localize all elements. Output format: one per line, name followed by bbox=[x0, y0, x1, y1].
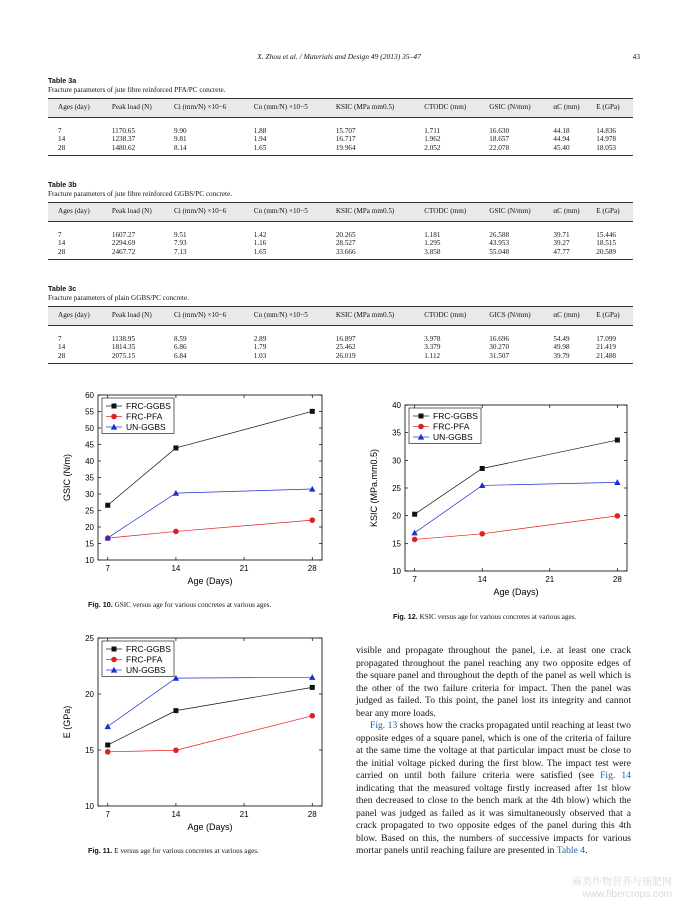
table-label: Table 3c bbox=[48, 284, 77, 293]
legend bbox=[409, 408, 481, 444]
table-cell: 18.053 bbox=[594, 144, 633, 156]
data-point bbox=[310, 409, 315, 414]
column-header: E (GPa) bbox=[594, 99, 633, 118]
paragraph-text: indicating that the measured voltage firstly increased after 1st blow then decreased to close to the bench mark at the 4th blow) which the panel was judged as failed as it was simultaneously observed that a crack propagated to two opposite edges of the panel during this 4th blow. Based on this, the numbers of successive impacts for various mortar panels until reaching failure are presented in bbox=[356, 782, 631, 856]
legend-label: FRC-GGBS bbox=[126, 401, 171, 411]
table-cell: 14 bbox=[58, 343, 66, 352]
table-cell: 20.589 bbox=[594, 248, 633, 260]
table-cell: 1.711 bbox=[424, 127, 441, 135]
table-cell: 3.858 bbox=[422, 248, 487, 260]
data-point bbox=[105, 749, 111, 755]
series-line bbox=[108, 687, 313, 745]
table-cell: 21.419 bbox=[596, 343, 617, 352]
series-line bbox=[415, 482, 618, 532]
table-cell: 8.59 bbox=[173, 335, 187, 343]
column-header: Ages (day) bbox=[48, 307, 110, 326]
series-line bbox=[108, 716, 313, 752]
data-point bbox=[418, 424, 424, 430]
column-header: Peak load (N) bbox=[110, 99, 172, 118]
table-cell: 16.897 bbox=[335, 335, 356, 343]
legend-label: UN-GGBS bbox=[433, 432, 473, 442]
column-header: αC (mm) bbox=[551, 99, 594, 118]
table-cell: 16.717 bbox=[335, 135, 356, 144]
y-tick-label: 25 bbox=[392, 484, 401, 493]
table-cell: 26.019 bbox=[334, 352, 422, 364]
figure-label: Fig. 12. bbox=[393, 612, 418, 621]
paragraph: visible and propagate throughout the panel, i.e. at least one crack propagated throughout the panel reaching any two opposite edges of the square panel and throughout the depth of the panel as well which is the other of the two failure criteria for impact. Then the panel was judged as failed. To this point, the panel lost its integrity and cannot bear any more loads. bbox=[356, 645, 631, 719]
legend-label: FRC-PFA bbox=[433, 421, 470, 432]
data-table bbox=[48, 202, 633, 260]
data-point bbox=[615, 513, 621, 519]
paragraph-text: shows how the cracks propagated until reaching at least two opposite edges of a square panel, which is one of the criteria of failure at the same time the voltage at that particular impact must be close to the initial voltage picked during the first blow. The impact test were carried on until both failure criteria were satisfied (see bbox=[356, 720, 631, 781]
table-cell: 1.295 bbox=[424, 239, 441, 248]
y-tick-label: 35 bbox=[392, 428, 401, 438]
table-cell: 16.630 bbox=[489, 127, 510, 135]
data-point bbox=[105, 743, 110, 748]
table-cell: 7 bbox=[58, 127, 62, 135]
table-cell: 8.14 bbox=[172, 144, 252, 156]
table-cell: 28 bbox=[48, 248, 110, 260]
table-cell: 1.79 bbox=[253, 343, 267, 352]
series-line bbox=[108, 677, 313, 726]
table-cell: 1.962 bbox=[424, 135, 441, 144]
fig10-caption bbox=[88, 600, 271, 609]
data-point bbox=[112, 647, 117, 652]
table-cell: 14 bbox=[58, 135, 66, 144]
table-cell: 16.696 bbox=[489, 335, 510, 343]
legend-label: FRC-PFA bbox=[126, 411, 163, 422]
y-tick-label: 50 bbox=[85, 424, 94, 433]
table-row bbox=[48, 352, 633, 364]
fig12-chart bbox=[355, 393, 635, 608]
legend-label: UN-GGBS bbox=[126, 665, 166, 675]
column-header: KSIC (MPa mm0.5) bbox=[334, 307, 422, 326]
table-cell: 1238.37 bbox=[111, 135, 136, 144]
y-tick-label: 10 bbox=[392, 567, 401, 576]
fig10-chart bbox=[50, 385, 330, 595]
column-header: Peak load (N) bbox=[110, 203, 172, 222]
table-cell: 55.048 bbox=[487, 248, 551, 260]
y-tick-label: 10 bbox=[85, 556, 94, 565]
table-row bbox=[48, 248, 633, 260]
table-3b bbox=[48, 180, 633, 260]
y-tick-label: 30 bbox=[392, 456, 401, 466]
x-tick-label: 28 bbox=[307, 810, 317, 819]
data-point bbox=[173, 529, 179, 535]
watermark-line: www.fibercrops.com bbox=[582, 889, 672, 900]
legend-label: FRC-GGBS bbox=[126, 644, 171, 654]
data-point bbox=[105, 503, 110, 508]
data-table bbox=[48, 306, 633, 364]
caption-text: KSIC versus age for various concretes at various ages. bbox=[419, 613, 577, 621]
x-tick-label: 7 bbox=[105, 810, 110, 819]
y-tick-label: 20 bbox=[392, 511, 401, 521]
data-point bbox=[309, 517, 315, 523]
series-line bbox=[108, 489, 313, 538]
y-tick-label: 20 bbox=[85, 690, 94, 699]
column-header: Ci (mm/N) ×10−6 bbox=[172, 99, 252, 118]
x-tick-label: 14 bbox=[477, 575, 487, 584]
running-title: X. Zhou et al. / Materials and Design 49 (2013) 35–47 bbox=[257, 52, 421, 61]
table-cell: 1480.62 bbox=[110, 144, 172, 156]
table-caption: Fracture parameters of jute fibre reinforced GGBS/PC concrete. bbox=[48, 190, 233, 198]
column-header: E (GPa) bbox=[594, 307, 633, 326]
table-cell: 3.379 bbox=[424, 343, 441, 352]
series-un-ggbs bbox=[105, 674, 316, 729]
table-cell: 2.052 bbox=[422, 144, 487, 156]
data-point bbox=[111, 414, 117, 420]
series-un-ggbs bbox=[105, 486, 316, 541]
table-cell: 15.707 bbox=[335, 127, 356, 135]
table-cell: 17.099 bbox=[596, 335, 617, 343]
data-point bbox=[112, 404, 117, 409]
table-cell: 9.90 bbox=[173, 127, 187, 135]
table-row bbox=[48, 239, 633, 247]
column-header: Cu (mm/N) ×10−5 bbox=[252, 307, 334, 326]
y-tick-label: 55 bbox=[85, 407, 94, 417]
table-cell: 6.86 bbox=[173, 343, 187, 352]
series-frc-ggbs bbox=[412, 438, 620, 517]
table-cell: 7 bbox=[58, 231, 62, 239]
legend-label: UN-GGBS bbox=[126, 422, 166, 432]
y-tick-label: 35 bbox=[85, 473, 94, 483]
y-tick-label: 40 bbox=[392, 401, 401, 410]
table-cell: 30.270 bbox=[489, 343, 510, 352]
table-3a bbox=[48, 76, 633, 156]
table-row bbox=[48, 118, 633, 136]
table-cell: 1.65 bbox=[252, 144, 334, 156]
column-header: Cu (mm/N) ×10−5 bbox=[252, 203, 334, 222]
x-tick-label: 21 bbox=[239, 810, 249, 819]
y-axis-label: KSIC (MPa.mm0.5) bbox=[369, 448, 379, 528]
table-cell: 18.657 bbox=[489, 135, 510, 144]
column-header: GSIC (N/mm) bbox=[487, 203, 551, 222]
table-cell: 1138.95 bbox=[111, 335, 135, 343]
series-line bbox=[415, 516, 618, 540]
data-point bbox=[480, 466, 485, 471]
table-cell: 14.978 bbox=[596, 135, 617, 144]
data-point bbox=[173, 708, 178, 713]
table-cell: 20.265 bbox=[335, 231, 356, 239]
data-point bbox=[173, 747, 179, 753]
column-header: Ci (mm/N) ×10−6 bbox=[172, 203, 252, 222]
column-header: CTODC (mm) bbox=[422, 307, 487, 326]
table-cell: 33.666 bbox=[334, 248, 422, 260]
data-point bbox=[105, 723, 111, 729]
table-cell: 9.81 bbox=[173, 135, 187, 144]
series-line bbox=[415, 440, 618, 514]
table-row bbox=[48, 135, 633, 143]
column-header: Cu (mm/N) ×10−5 bbox=[252, 99, 334, 118]
column-header: Ages (day) bbox=[48, 203, 110, 222]
caption-text: E versus age for various concretes at various ages. bbox=[114, 847, 259, 855]
y-tick-label: 15 bbox=[85, 539, 94, 549]
column-header: αC (mm) bbox=[551, 307, 594, 326]
y-tick-label: 60 bbox=[85, 391, 94, 400]
x-tick-label: 21 bbox=[545, 575, 555, 584]
table-cell: 28 bbox=[48, 144, 110, 156]
series-frc-pfa bbox=[105, 713, 315, 755]
table-cell: 47.77 bbox=[551, 248, 594, 260]
x-axis-label: Age (Days) bbox=[187, 822, 233, 832]
watermark-line: 麻类作物营养与施肥网 bbox=[572, 877, 672, 888]
table-cell: 2.89 bbox=[253, 335, 267, 343]
y-tick-label: 15 bbox=[392, 539, 401, 549]
column-header: GSIC (N/mm) bbox=[487, 99, 551, 118]
series-frc-ggbs bbox=[105, 685, 315, 748]
table-cell: 14 bbox=[58, 239, 66, 248]
data-point bbox=[615, 438, 620, 443]
table-cell: 1.42 bbox=[253, 231, 267, 239]
table-label: Table 3a bbox=[48, 76, 77, 85]
y-tick-label: 20 bbox=[85, 523, 94, 532]
series-line bbox=[108, 520, 313, 538]
figure-label: Fig. 11. bbox=[88, 846, 113, 855]
data-point bbox=[411, 530, 417, 536]
caption-text: GSIC versus age for various concretes at various ages. bbox=[114, 601, 272, 609]
paragraph-text: . bbox=[585, 845, 588, 856]
table-cell: 6.84 bbox=[172, 352, 252, 364]
table-row bbox=[48, 343, 633, 351]
table-cell: 1.03 bbox=[252, 352, 334, 364]
table-cell: 9.51 bbox=[173, 231, 187, 239]
paragraph bbox=[356, 720, 631, 858]
table-cell: 1607.27 bbox=[111, 231, 136, 239]
table-cell: 28 bbox=[48, 352, 110, 364]
table-link[interactable]: Table 4 bbox=[556, 845, 586, 856]
column-header: E (GPa) bbox=[594, 203, 633, 222]
table-3c bbox=[48, 284, 633, 364]
table-cell: 54.49 bbox=[553, 335, 570, 343]
column-header: CTODC (mm) bbox=[422, 99, 487, 118]
x-tick-label: 7 bbox=[412, 575, 417, 584]
y-tick-label: 10 bbox=[85, 802, 94, 811]
table-row bbox=[48, 222, 633, 240]
column-header: Peak load (N) bbox=[110, 307, 172, 326]
data-point bbox=[309, 486, 315, 492]
y-tick-label: 25 bbox=[85, 506, 94, 516]
series-frc-pfa bbox=[412, 513, 620, 542]
x-axis-label: Age (Days) bbox=[187, 576, 233, 586]
table-cell: 1.16 bbox=[253, 239, 267, 248]
x-tick-label: 7 bbox=[105, 564, 110, 573]
table-cell: 21.488 bbox=[594, 352, 633, 364]
table-cell: 1170.65 bbox=[111, 127, 135, 135]
table-cell: 39.27 bbox=[553, 239, 570, 248]
y-tick-label: 25 bbox=[85, 634, 94, 643]
table-cell: 44.94 bbox=[553, 135, 570, 144]
fig11-caption bbox=[88, 846, 259, 855]
table-row bbox=[48, 144, 633, 156]
x-tick-label: 28 bbox=[612, 575, 622, 584]
table-cell: 3.978 bbox=[424, 335, 441, 343]
table-cell: 28.527 bbox=[335, 239, 356, 248]
table-cell: 14.836 bbox=[596, 127, 617, 135]
table-cell: 15.446 bbox=[596, 231, 617, 239]
series-un-ggbs bbox=[411, 479, 620, 535]
column-header: KSIC (MPa mm0.5) bbox=[334, 203, 422, 222]
data-table bbox=[48, 98, 633, 156]
table-label: Table 3b bbox=[48, 180, 77, 189]
table-cell: 31.507 bbox=[487, 352, 551, 364]
column-header: Ci (mm/N) ×10−6 bbox=[172, 307, 252, 326]
data-point bbox=[309, 713, 315, 719]
y-tick-label: 45 bbox=[85, 440, 94, 450]
data-point bbox=[412, 537, 418, 543]
data-point bbox=[412, 512, 417, 517]
table-cell: 2075.15 bbox=[110, 352, 172, 364]
page-number: 43 bbox=[632, 52, 640, 61]
series-frc-pfa bbox=[105, 517, 315, 541]
y-axis-label: GSIC (N/m) bbox=[62, 454, 72, 501]
fig11-chart bbox=[50, 630, 330, 840]
table-cell: 7.93 bbox=[173, 239, 187, 248]
table-row bbox=[48, 326, 633, 344]
table-cell: 7.13 bbox=[172, 248, 252, 260]
data-point bbox=[614, 479, 620, 485]
table-cell: 7 bbox=[58, 335, 62, 343]
body-text bbox=[356, 645, 631, 858]
table-cell: 2294.69 bbox=[111, 239, 136, 248]
figure-link[interactable]: Fig. 14 bbox=[600, 770, 631, 781]
data-point bbox=[419, 414, 424, 419]
figure-link[interactable]: Fig. 13 bbox=[370, 720, 398, 731]
table-caption: Fracture parameters of jute fibre reinforced PFA/PC concrete. bbox=[48, 86, 226, 94]
table-cell: 1.181 bbox=[424, 231, 441, 239]
table-cell: 25.462 bbox=[335, 343, 356, 352]
table-cell: 1.112 bbox=[422, 352, 487, 364]
table-cell: 19.964 bbox=[334, 144, 422, 156]
table-cell: 1814.35 bbox=[111, 343, 136, 352]
column-header: Ages (day) bbox=[48, 99, 110, 118]
table-cell: 39.79 bbox=[551, 352, 594, 364]
x-tick-label: 14 bbox=[171, 564, 181, 573]
table-cell: 1.94 bbox=[253, 135, 267, 144]
data-point bbox=[479, 531, 485, 537]
x-axis-label: Age (Days) bbox=[493, 587, 539, 597]
x-tick-label: 28 bbox=[307, 564, 317, 573]
y-axis-label: E (GPa) bbox=[62, 705, 72, 739]
table-caption: Fracture parameters of plain GGBS/PC concrete. bbox=[48, 294, 189, 302]
y-tick-label: 30 bbox=[85, 490, 94, 499]
column-header: CTODC (mm) bbox=[422, 203, 487, 222]
column-header: GICS (N/mm) bbox=[487, 307, 551, 326]
table-cell: 18.515 bbox=[596, 239, 617, 248]
legend bbox=[102, 641, 174, 677]
table-cell: 39.71 bbox=[553, 231, 570, 239]
x-tick-label: 21 bbox=[239, 564, 249, 573]
legend bbox=[102, 398, 174, 434]
figure-label: Fig. 10. bbox=[88, 600, 113, 609]
column-header: αC (mm) bbox=[551, 203, 594, 222]
y-tick-label: 40 bbox=[85, 457, 94, 466]
watermark bbox=[572, 877, 672, 901]
table-cell: 1.65 bbox=[252, 248, 334, 260]
table-cell: 26.588 bbox=[489, 231, 510, 239]
data-point bbox=[310, 685, 315, 690]
data-point bbox=[111, 657, 117, 663]
x-tick-label: 14 bbox=[171, 810, 181, 819]
legend-label: FRC-GGBS bbox=[433, 411, 478, 421]
table-cell: 44.18 bbox=[553, 127, 570, 135]
column-header: KSIC (MPa mm0.5) bbox=[334, 99, 422, 118]
table-cell: 49.98 bbox=[553, 343, 570, 352]
legend-label: FRC-PFA bbox=[126, 654, 163, 665]
table-cell: 2467.72 bbox=[110, 248, 172, 260]
table-cell: 22.078 bbox=[487, 144, 551, 156]
data-point bbox=[173, 445, 178, 450]
table-cell: 43.953 bbox=[489, 239, 510, 248]
y-tick-label: 15 bbox=[85, 746, 94, 755]
table-cell: 45.40 bbox=[551, 144, 594, 156]
table-cell: 1.88 bbox=[253, 127, 267, 135]
fig12-caption bbox=[393, 612, 576, 621]
